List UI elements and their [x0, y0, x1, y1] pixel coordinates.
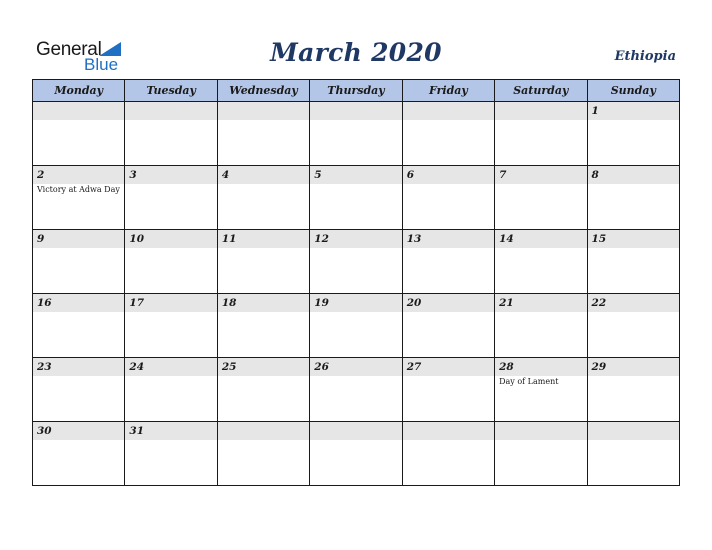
- calendar-week-row: [33, 102, 680, 166]
- day-number: 1: [591, 105, 599, 117]
- day-number-bar: [495, 358, 586, 376]
- calendar-day-cell: [310, 230, 402, 294]
- day-number: 26: [314, 361, 329, 373]
- calendar-day-cell: [495, 358, 587, 422]
- day-number: 29: [591, 361, 607, 373]
- day-number: 6: [406, 169, 414, 181]
- calendar-day-cell: [587, 102, 679, 166]
- day-number-bar: [403, 102, 494, 120]
- day-number-bar: [125, 166, 216, 184]
- day-number-bar: [218, 230, 309, 248]
- calendar-week-row: [33, 358, 680, 422]
- day-number: 4: [221, 169, 230, 181]
- day-number-bar: [403, 358, 494, 376]
- calendar-day-cell: [587, 166, 679, 230]
- day-number-bar: [218, 102, 309, 120]
- day-number: 17: [129, 297, 145, 309]
- day-number-bar: [218, 422, 309, 440]
- calendar-day-cell: [33, 166, 125, 230]
- day-number-bar: [495, 102, 586, 120]
- calendar-week-row: [33, 422, 680, 486]
- day-number-bar: [310, 166, 401, 184]
- calendar-day-cell: [33, 422, 125, 486]
- calendar-day-cell: [217, 230, 309, 294]
- day-number-bar: [33, 422, 124, 440]
- calendar-day-cell: [125, 166, 217, 230]
- day-number-bar: [403, 166, 494, 184]
- holiday-label: Victory at Adwa Day: [37, 185, 120, 194]
- day-number: 30: [37, 425, 52, 437]
- country-name: Ethiopia: [614, 49, 676, 64]
- holiday-label: Day of Lament: [499, 377, 559, 386]
- day-number-bar: [310, 358, 401, 376]
- day-number: 22: [591, 297, 607, 309]
- calendar-day-cell: [495, 294, 587, 358]
- calendar-day-cell: [587, 422, 679, 486]
- calendar-day-cell: [217, 422, 309, 486]
- calendar-day-cell: [402, 102, 494, 166]
- day-number-bar: [495, 230, 586, 248]
- day-number-bar: [125, 230, 216, 248]
- day-number-bar: [495, 166, 586, 184]
- calendar-day-cell: [217, 294, 309, 358]
- day-number-bar: [33, 166, 124, 184]
- weekday-header: Monday: [33, 80, 125, 102]
- day-number: 8: [591, 169, 599, 181]
- day-number-bar: [588, 358, 679, 376]
- calendar-day-cell: [217, 358, 309, 422]
- calendar-day-cell: [310, 422, 402, 486]
- calendar-day-cell: [310, 294, 402, 358]
- day-number-bar: [125, 294, 216, 312]
- day-number-bar: [33, 294, 124, 312]
- day-number-bar: [403, 294, 494, 312]
- day-number: 3: [129, 169, 137, 181]
- day-number-bar: [125, 358, 216, 376]
- calendar-day-cell: [33, 294, 125, 358]
- day-number: 12: [314, 233, 329, 245]
- day-number-bar: [125, 102, 216, 120]
- day-number: 18: [221, 297, 237, 309]
- calendar-day-cell: [495, 102, 587, 166]
- day-number: 19: [314, 297, 329, 309]
- day-number-bar: [218, 294, 309, 312]
- weekday-header: Sunday: [587, 80, 679, 102]
- calendar-body: [33, 102, 680, 486]
- day-number: 7: [499, 169, 507, 181]
- calendar-day-cell: [587, 358, 679, 422]
- calendar-day-cell: [310, 102, 402, 166]
- calendar-day-cell: [125, 422, 217, 486]
- weekday-header: Thursday: [310, 80, 402, 102]
- day-number: 2: [37, 169, 45, 181]
- day-number-bar: [310, 422, 401, 440]
- day-number-bar: [588, 230, 679, 248]
- day-number-bar: [495, 294, 586, 312]
- weekday-header: Tuesday: [125, 80, 217, 102]
- day-number-bar: [588, 294, 679, 312]
- calendar-day-cell: [402, 294, 494, 358]
- day-number: 13: [406, 233, 422, 245]
- calendar-day-cell: [310, 166, 402, 230]
- calendar-title: March 2020: [270, 38, 442, 67]
- calendar-day-cell: [587, 230, 679, 294]
- calendar-day-cell: [495, 230, 587, 294]
- calendar-day-cell: [125, 230, 217, 294]
- day-number: 9: [37, 233, 45, 245]
- calendar-day-cell: [310, 358, 402, 422]
- calendar-day-cell: [587, 294, 679, 358]
- day-number: 28: [499, 361, 514, 373]
- calendar-day-cell: [402, 422, 494, 486]
- calendar-day-cell: [125, 358, 217, 422]
- day-number-bar: [33, 358, 124, 376]
- day-number-bar: [125, 422, 216, 440]
- day-number: 14: [499, 233, 514, 245]
- day-number-bar: [403, 422, 494, 440]
- day-number: 25: [221, 361, 237, 373]
- day-number-bar: [310, 294, 401, 312]
- calendar-day-cell: [33, 358, 125, 422]
- calendar-day-cell: [402, 230, 494, 294]
- day-number-bar: [588, 102, 679, 120]
- calendar-day-cell: [33, 102, 125, 166]
- day-number: 16: [37, 297, 52, 309]
- weekday-header-row: [33, 80, 680, 102]
- calendar-day-cell: [402, 358, 494, 422]
- month-calendar-grid: [32, 79, 680, 486]
- calendar-week-row: [33, 166, 680, 230]
- calendar-day-cell: [217, 102, 309, 166]
- calendar-day-cell: [402, 166, 494, 230]
- day-number-bar: [310, 230, 401, 248]
- calendar-day-cell: [33, 230, 125, 294]
- day-number-bar: [588, 166, 679, 184]
- day-number-bar: [403, 230, 494, 248]
- calendar-day-cell: [495, 422, 587, 486]
- day-number-bar: [495, 422, 586, 440]
- calendar-day-cell: [495, 166, 587, 230]
- weekday-header: Friday: [402, 80, 494, 102]
- day-number: 24: [129, 361, 145, 373]
- day-number: 5: [314, 169, 322, 181]
- day-number: 31: [129, 425, 145, 437]
- day-number: 11: [221, 233, 237, 245]
- logo-text-blue: Blue: [84, 55, 119, 74]
- logo-text-general: General: [36, 39, 102, 60]
- calendar-day-cell: [125, 102, 217, 166]
- day-number: 27: [406, 361, 422, 373]
- calendar-day-cell: [125, 294, 217, 358]
- calendar-week-row: [33, 230, 680, 294]
- weekday-header: Wednesday: [217, 80, 309, 102]
- day-number-bar: [33, 230, 124, 248]
- day-number-bar: [310, 102, 401, 120]
- day-number: 10: [129, 233, 145, 245]
- day-number-bar: [33, 102, 124, 120]
- day-number-bar: [218, 166, 309, 184]
- day-number-bar: [588, 422, 679, 440]
- day-number: 23: [37, 361, 52, 373]
- day-number: 20: [406, 297, 422, 309]
- weekday-header: Saturday: [495, 80, 587, 102]
- calendar-day-cell: [217, 166, 309, 230]
- day-number: 15: [591, 233, 607, 245]
- day-number: 21: [499, 297, 514, 309]
- calendar-week-row: [33, 294, 680, 358]
- day-number-bar: [218, 358, 309, 376]
